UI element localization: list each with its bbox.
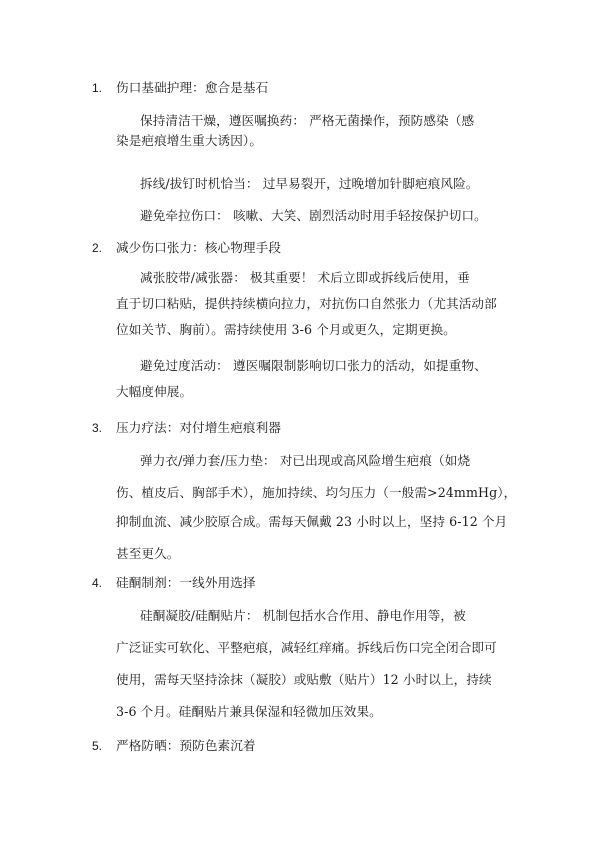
section-2-para-2-line-1: 避免过度活动： 遵医嘱限制影响切口张力的活动，如提重物、 <box>140 358 487 373</box>
section-2-heading: 减少伤口张力：核心物理手段 <box>116 240 282 255</box>
section-1-heading: 伤口基础护理：愈合是基石 <box>116 80 269 95</box>
section-2-number: 2. <box>92 241 103 255</box>
section-3-para-1-line-2: 伤、植皮后、胸部手术），施加持续、均匀压力（一般需>24mmHg）， <box>116 485 517 500</box>
section-4-para-1-line-4: 3-6 个月。硅酮贴片兼具保湿和轻微加压效果。 <box>116 704 382 719</box>
section-1-para-1-line-1: 保持清洁干燥，遵医嘱换药： 严格无菌操作，预防感染（感 <box>140 113 475 128</box>
section-5-number: 5. <box>92 739 103 753</box>
section-3-para-1-line-4: 甚至更久。 <box>116 546 180 561</box>
section-3-para-1-line-1: 弹力衣/弹力套/压力垫： 对已出现或高风险增生疤痕（如烧 <box>140 453 471 468</box>
section-1-number: 1. <box>92 81 103 95</box>
section-3-para-1-line-3: 抑制血流、减少胶原合成。需每天佩戴 23 小时以上，坚持 6-12 个月 <box>116 514 508 529</box>
section-2-para-1-line-3: 位如关节、胸前）。需持续使用 3-6 个月或更久，定期更换。 <box>116 322 456 337</box>
section-1-para-2-line-1: 拆线/拔钉时机恰当： 过早易裂开，过晚增加针脚疤痕风险。 <box>140 176 479 191</box>
section-4-para-1-line-2: 广泛证实可软化、平整疤痕，减轻红痒痛。拆线后伤口完全闭合即可 <box>116 640 497 655</box>
section-4-para-1-line-1: 硅酮凝胶/硅酮贴片： 机制包括水合作用、静电作用等，被 <box>140 608 466 623</box>
section-2-para-2-line-2: 大幅度伸展。 <box>116 384 193 399</box>
section-5-heading: 严格防晒：预防色素沉着 <box>116 738 256 753</box>
section-4-para-1-line-3: 使用，需每天坚持涂抹（凝胶）或贴敷（贴片）12 小时以上，持续 <box>116 672 492 687</box>
section-3-number: 3. <box>92 421 103 435</box>
section-4-heading: 硅酮制剂：一线外用选择 <box>116 575 256 590</box>
section-4-number: 4. <box>92 576 103 590</box>
section-3-heading: 压力疗法：对付增生疤痕利器 <box>116 420 282 435</box>
section-2-para-1-line-1: 减张胶带/减张器： 极其重要！ 术后立即或拆线后使用，垂 <box>140 270 470 285</box>
section-2-para-1-line-2: 直于切口粘贴，提供持续横向拉力，对抗伤口自然张力（尤其活动部 <box>116 296 497 311</box>
section-1-para-3-line-1: 避免牵拉伤口： 咳嗽、大笑、剧烈活动时用手轻按保护切口。 <box>140 208 487 223</box>
section-1-para-1-line-2: 染是疤痕增生重大诱因）。 <box>116 133 263 148</box>
